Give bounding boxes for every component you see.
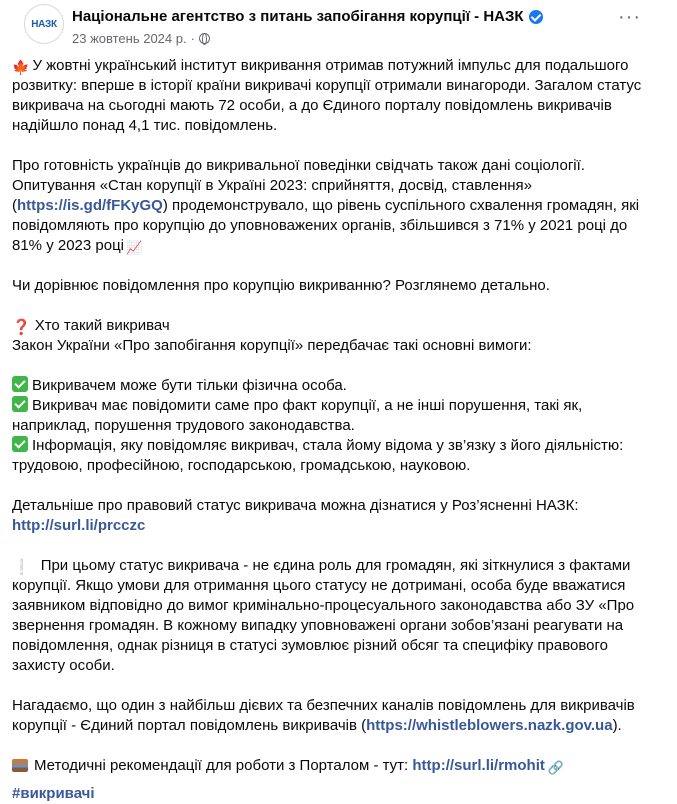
hashtag-line [12, 784, 652, 804]
avatar[interactable] [24, 4, 64, 44]
paragraph-2-text-a: Про готовність українців до викривальної поведінки свідчать також дані соціології. Опитування «Стан корупції в Україні 2023: сприйняття, досвід, ставлення» ( [12, 157, 585, 214]
requirement-2 [12, 396, 652, 436]
post-meta [72, 31, 210, 46]
check-mark-button-icon [12, 436, 28, 452]
check-mark-button-icon [12, 396, 28, 412]
requirement-2-text: Викривач має повідомити саме про факт корупції, а не інші порушення, такі як, наприклад, порушення трудового законодавства. [12, 397, 583, 434]
verified-badge-icon [529, 10, 543, 24]
hashtag-link[interactable]: #викривачі [12, 785, 95, 802]
requirement-1 [12, 376, 652, 396]
paragraph-8 [12, 756, 652, 776]
page-name[interactable] [72, 8, 543, 25]
paragraph-3: Чи дорівнює повідомлення про корупцію викриванню? Розглянемо детально. [12, 277, 550, 294]
red-question-mark-icon: ❓ [12, 319, 31, 336]
paragraph-7-text-b: ). [612, 717, 622, 734]
link-icon: 🔗 [547, 760, 565, 775]
books-icon [12, 759, 28, 772]
paragraph-7 [12, 696, 652, 736]
paragraph-7-text-a: Нагадаємо, що один з найбільш дієвих та безпечних каналів повідомлень для викривачів корупції - Єдиний портал повідомлень викривачів ( [12, 697, 635, 734]
requirement-3-text: Інформація, яку повідомляє викривач, стала йому відома у зв’язку з його діяльністю: трудовою, професійною, господарською, громадською, науковою. [12, 437, 624, 474]
paragraph-2-text-b: ) продемонструвало, що рівень суспільного схвалення громадян, які повідомляють про корупцію до уповноважених органів, збільшився з 71% у 2021 році до 81% у 2023 році [12, 197, 640, 254]
post-content [12, 56, 652, 804]
more-options-icon[interactable]: ··· [618, 6, 641, 28]
requirement-3 [12, 436, 652, 476]
meta-separator: · [190, 31, 195, 46]
post-header [12, 0, 661, 52]
paragraph-6 [12, 556, 652, 676]
avatar-logo: НАЗК [31, 18, 57, 30]
paragraph-5: Детальніше про правовий статус викривача можна дізнатися у Роз’ясненні НАЗК: [12, 497, 579, 514]
portal-link[interactable]: https://whistleblowers.nazk.gov.ua [366, 717, 613, 734]
paragraph-2 [12, 156, 652, 256]
legal-status-link[interactable]: http://surl.li/prcczc [12, 517, 146, 534]
maple-leaf-icon: 🍁 [12, 59, 30, 75]
paragraph-4-heading [12, 316, 652, 336]
paragraph-8-text: Методичні рекомендації для роботи з Порталом - тут: [34, 757, 409, 774]
paragraph-1 [12, 56, 652, 136]
check-mark-button-icon [12, 376, 28, 392]
post-date[interactable]: 23 жовтень 2024 р. [72, 31, 187, 46]
globe-icon[interactable] [199, 33, 210, 44]
paragraph-5-link-line [12, 516, 652, 536]
chart-increasing-icon: 📈 [126, 240, 143, 255]
paragraph-1-text: У жовтні український інститут викривання отримав потужний імпульс для подальшого розвитку: вперше в історії країни викривачі корупції отримали винагороди. Загалом статус викривача на сьогодні мають 72 особи, а до Єдиного порталу повідомлень викривачів надійшло понад 4,1 тис. повідомлень. [12, 57, 642, 134]
requirement-1-text: Викривачем може бути тільки фізична особа. [32, 377, 347, 394]
survey-link[interactable]: https://is.gd/fFKyGQ [17, 197, 163, 214]
page-name-text[interactable]: Національне агентство з питань запобігання корупції - НАЗК [72, 8, 524, 25]
heading-text: Хто такий викривач [34, 317, 170, 334]
exclamation-icon: ❕ [12, 559, 31, 576]
guidelines-link[interactable]: http://surl.li/rmohit [412, 757, 545, 774]
paragraph-4-intro: Закон України «Про запобігання корупції» передбачає такі основні вимоги: [12, 337, 532, 354]
paragraph-6-text: При цьому статус викривача - не єдина роль для громадян, які зіткнулися з фактами корупції. Якщо умови для отримання цього статусу не дотримані, особа буде вважатися заявником відповідно до вимог кримінально-процесуального законодавства або ЗУ «Про звернення громадян. В кожному випадку уповноважені органи зобов’язані реагувати на повідомлення, однак різниця в статусі зумовлює різний обсяг та специфіку правового захисту особи. [12, 557, 635, 674]
